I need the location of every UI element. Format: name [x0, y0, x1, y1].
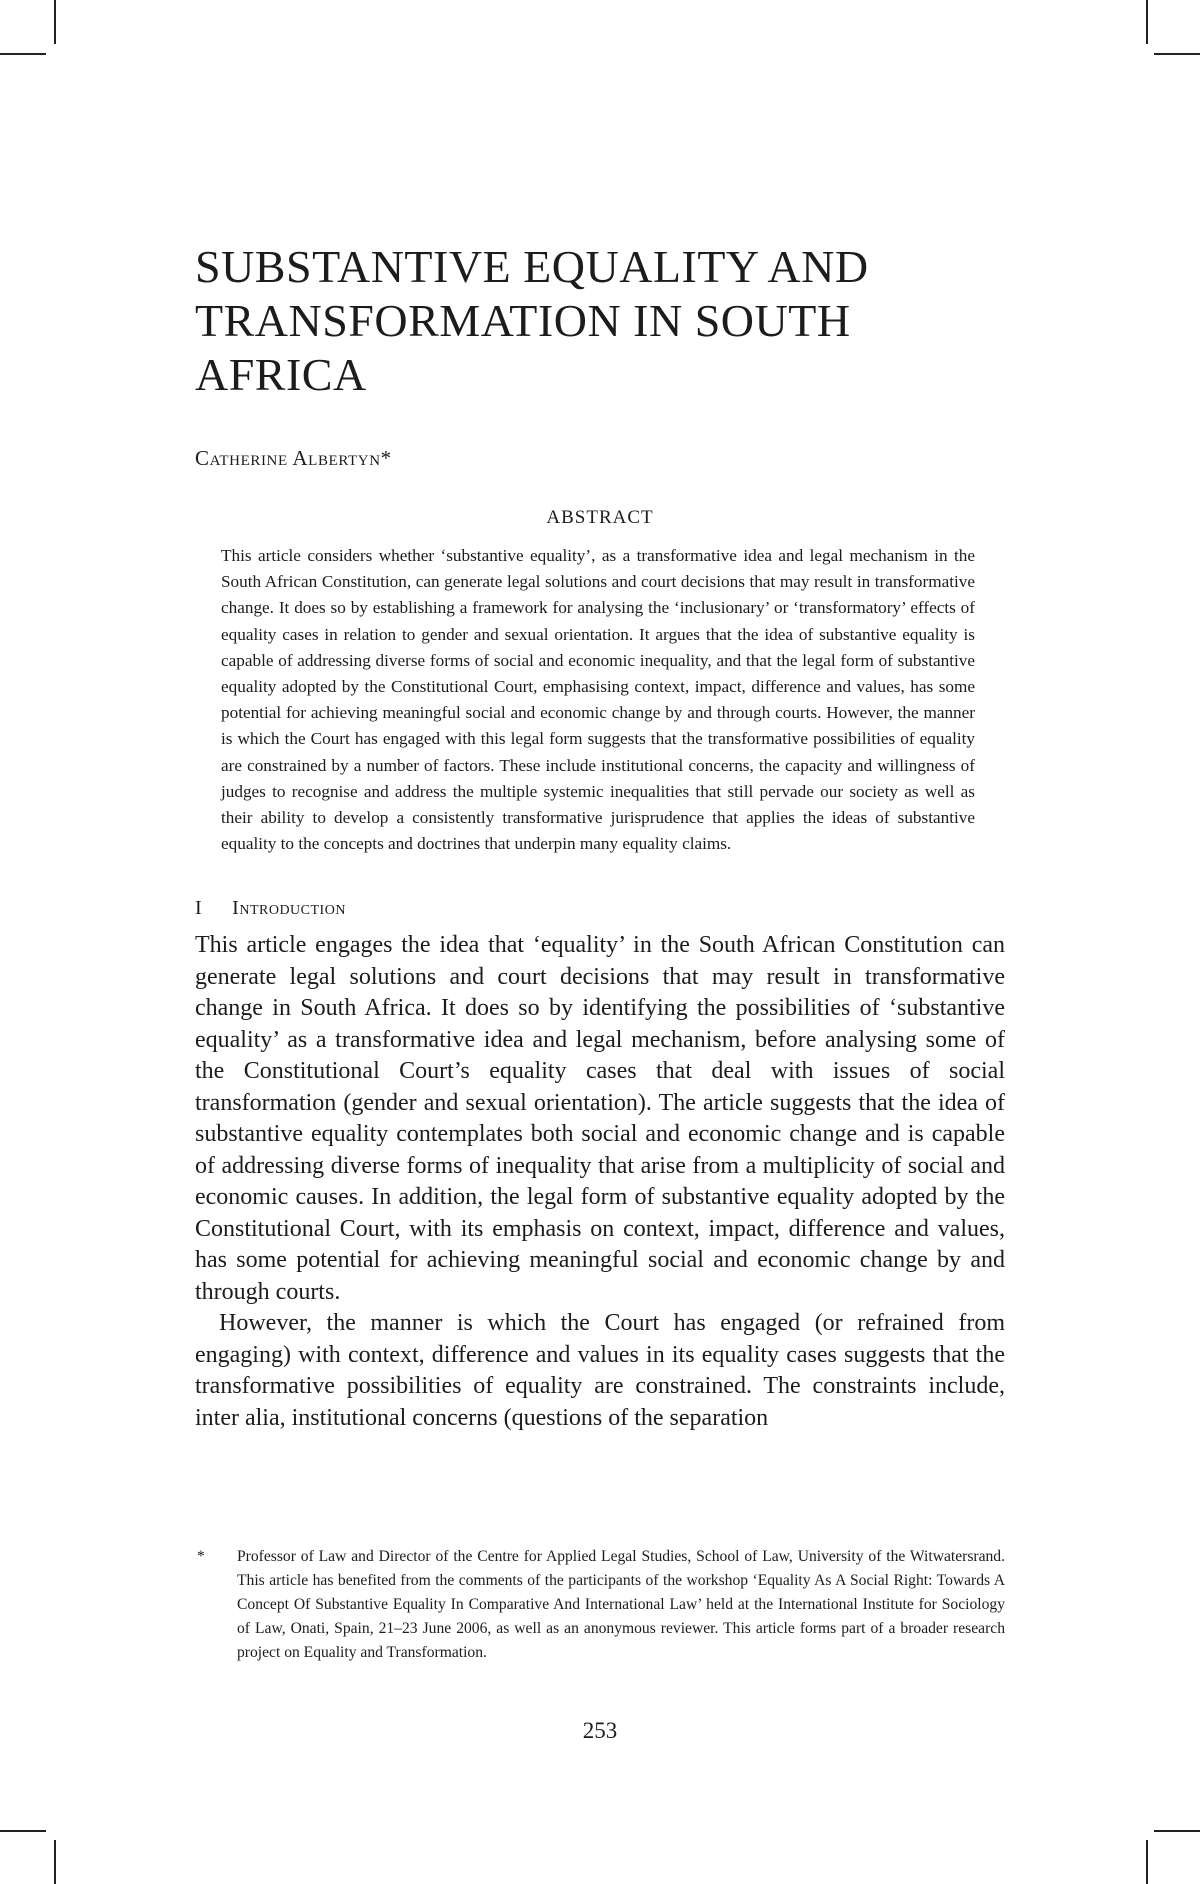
- section-title: Introduction: [232, 897, 346, 920]
- body-paragraph-1: This article engages the idea that ‘equality’ in the South African Constitution can generate legal solutions and court decisions that may result in transformative change in South Africa. It does so by identifying the possibilities of ‘substantive equality’ as a transformative idea and legal mechanism, before analysing some of the Constitutional Court’s equality cases that deal with issues of social transformation (gender and sexual orientation). The article suggests that the idea of substantive equality contemplates both social and economic change and is capable of addressing diverse forms of inequality that arise from a multiplicity of social and economic causes. In addition, the legal form of substantive equality adopted by the Constitutional Court, with its emphasis on context, impact, difference and values, has some potential for achieving meaningful social and economic change by and through courts.: [195, 932, 1005, 1305]
- article-page: [195, 240, 1005, 1434]
- footnote: [195, 1545, 1005, 1665]
- crop-mark-bottom-left-horizontal: [0, 1830, 46, 1832]
- page-number: 253: [582, 1718, 618, 1743]
- footnote-marker: *: [197, 1548, 205, 1565]
- article-title: SUBSTANTIVE EQUALITY AND TRANSFORMATION IN SOUTH AFRICA: [195, 241, 869, 400]
- body-paragraph-2: However, the manner is which the Court has engaged (or refrained from engaging) with context, difference and values in its equality cases suggests that the transformative possibilities of equality are constrained. The constraints include, inter alia, institutional concerns (questions of the separation: [195, 1310, 1005, 1431]
- crop-mark-top-left-vertical: [54, 0, 56, 44]
- crop-mark-bottom-right-vertical: [1146, 1840, 1148, 1884]
- abstract-heading: ABSTRACT: [546, 507, 654, 528]
- crop-mark-top-right-horizontal: [1154, 53, 1200, 55]
- crop-mark-top-left-horizontal: [0, 53, 46, 55]
- crop-mark-top-right-vertical: [1146, 0, 1148, 44]
- article-author: Catherine Albertyn*: [195, 446, 392, 470]
- abstract-text: This article considers whether ‘substantive equality’, as a transformative idea and legal mechanism in the South African Constitution, can generate legal solutions and court decisions that may result in transformative change. It does so by establishing a framework for analysing the ‘inclusionary’ or ‘transformatory’ effects of equality cases in relation to gender and sexual orientation. It argues that the idea of substantive equality is capable of addressing diverse forms of social and economic inequality, and that the legal form of substantive equality adopted by the Constitutional Court, emphasising context, impact, difference and values, has some potential for achieving meaningful social and economic change by and through courts. However, the manner is which the Court has engaged with this legal form suggests that the transformative possibilities of equality are constrained by a number of factors. These include institutional concerns, the capacity and willingness of judges to recognise and address the multiple systemic inequalities that still pervade our society as well as their ability to develop a consistently transformative jurisprudence that applies the ideas of substantive equality to the concepts and doctrines that underpin many equality claims.: [221, 546, 975, 854]
- section-heading: [195, 897, 1005, 920]
- section-number: I: [195, 897, 203, 920]
- footnote-text: Professor of Law and Director of the Centre for Applied Legal Studies, School of Law, University of the Witwatersrand. This article has benefited from the comments of the participants of the workshop ‘Equality As A Social Right: Towards A Concept Of Substantive Equality In Comparative And International Law’ held at the International Institute for Sociology of Law, Onati, Spain, 21–23 June 2006, as well as an anonymous reviewer. This article forms part of a broader research project on Equality and Transformation.: [237, 1548, 1005, 1661]
- crop-mark-bottom-left-vertical: [54, 1840, 56, 1884]
- crop-mark-bottom-right-horizontal: [1154, 1830, 1200, 1832]
